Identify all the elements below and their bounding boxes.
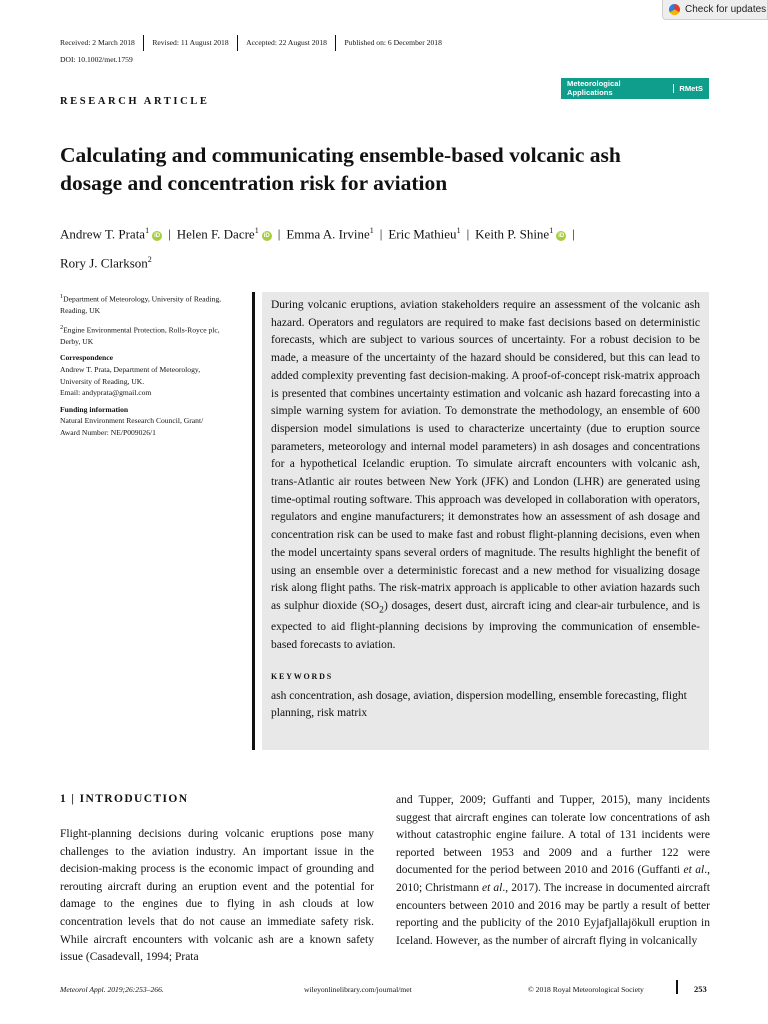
orcid-icon[interactable]: iD bbox=[154, 233, 161, 240]
orcid-icon[interactable]: iD bbox=[558, 233, 565, 240]
intro-column-left: Flight-planning decisions during volcanic eruptions pose many challenges to the aviation industry. An important issue in the decision-making process is the economic impact of grounding and rerouting aircraft during an eruption event and the potential for damage to the engines due to flying in ash clouds at low concentration levels that do not cause an immediate safety risk. While aircraft encounters with volcanic ash are a known safety issue (Casadevall, 1994; Prata bbox=[60, 828, 374, 964]
article-history bbox=[60, 37, 450, 51]
author-name[interactable]: Andrew T. Prata bbox=[60, 226, 146, 242]
correspondence-block: Andrew T. Prata, Department of Meteorology, University of Reading, UK. Email: andyprata@gmail.com bbox=[60, 364, 238, 399]
published-date: Published on: 6 December 2018 bbox=[344, 38, 442, 47]
author-name[interactable]: Emma A. Irvine bbox=[286, 226, 370, 242]
author-name[interactable]: Keith P. Shine bbox=[475, 226, 550, 242]
funding-heading: Funding information bbox=[60, 404, 129, 414]
footer-url[interactable]: wileyonlinelibrary.com/journal/met bbox=[304, 985, 412, 994]
footer-divider bbox=[676, 980, 678, 994]
correspondence-heading: Correspondence bbox=[60, 353, 114, 363]
affiliations-panel: $^1$Department of Meteorology, University of Reading, Reading, UK $^2$Engine Environmental Protection, Rolls-Royce plc, Derby, UK Correspondence Andrew T. Prata, Department of Meteorology, University of Reading, UK. Email: andyprata@gmail.com Funding information Natural Environment Research Council, Grant/ Award Number: NE/P009026/1 bbox=[60, 291, 238, 439]
abstract-box bbox=[262, 292, 709, 750]
footer-copyright: © 2018 Royal Meteorological Society bbox=[528, 985, 644, 994]
correspondence-email[interactable]: Email: andyprata@gmail.com bbox=[60, 388, 152, 398]
page-number: 253 bbox=[694, 984, 707, 994]
author-name[interactable]: Rory J. Clarkson bbox=[60, 255, 148, 271]
keywords-heading: KEYWORDS bbox=[271, 672, 333, 682]
intro-column-right: and Tupper, 2009; Guffanti and Tupper, 2015), many incidents suggest that aircraft engines can tolerate low concentrations of ash without catastrophic engine failure. A total of 131 incidents were reported between 1953 and 2009 and a further 122 were documented for the period between 2010 and 2016 (Guffanti et al., 2010; Christmann et al., 2017). The increase in documented aircraft encounters between 2010 and 2016 may be partly a result of better reporting and the publicity of the 2010 Eyjafjallajökull eruption in Iceland. However, as the number of aircraft flying in volcanically bbox=[396, 794, 710, 947]
affiliation-1: $^1$Department of Meteorology, University of Reading, Reading, UK bbox=[60, 293, 222, 316]
article-type: RESEARCH ARTICLE bbox=[60, 96, 210, 107]
orcid-icon[interactable]: iD bbox=[263, 233, 270, 240]
doi[interactable]: DOI: 10.1002/met.1759 bbox=[60, 55, 133, 64]
author-name[interactable]: Eric Mathieu bbox=[388, 226, 457, 242]
journal-name: Meteorological Applications bbox=[567, 79, 621, 97]
received-date: Received: 2 March 2018 bbox=[60, 38, 135, 47]
author-list: Andrew T. Prata$^1$iD | Helen F. Dacre$^1$iD | Emma A. Irvine$^1$ | Eric Mathieu$^1$ | Keith P. Shine$^1$iD | Rory J. Clarkson$^2$ bbox=[60, 226, 575, 271]
journal-badge bbox=[561, 78, 709, 99]
affiliation-2: $^2$Engine Environmental Protection, Rolls-Royce plc, Derby, UK bbox=[60, 323, 220, 346]
revised-date: Revised: 11 August 2018 bbox=[152, 38, 229, 47]
article-title: Calculating and communicating ensemble-based volcanic ash dosage and concentration risk for aviation bbox=[60, 143, 621, 195]
accepted-date: Accepted: 22 August 2018 bbox=[246, 38, 327, 47]
footer-citation: Meteorol Appl. 2019;26:253–266. bbox=[60, 985, 164, 994]
abstract-divider bbox=[252, 292, 255, 750]
rmets-logo: RMetS bbox=[673, 84, 703, 93]
crossmark-icon bbox=[669, 4, 680, 15]
section-heading-introduction: 1 | INTRODUCTION bbox=[60, 793, 189, 805]
abstract-text: During volcanic eruptions, aviation stakeholders require an assessment of the volcanic ash hazard. Operators and regulators are required to make fast decisions based on deterministic forecasts, which are subject to various sources of uncertainty. For a robust decision to be made, a measure of the uncertainty of the hazard should be considered, but this can lead to added complexity preventing fast decision-making. A proof-of-concept risk-matrix approach is presented that combines uncertainty estimation and volcanic ash hazard forecasting into a simple warning system for aviation. To demonstrate the methodology, an ensemble of 600 dispersion model simulations is used to characterize uncertainty (due to eruption source parameters, meteorology and internal model parameters) in ash dosages and concentrations for a hypothetical Icelandic eruption. To simulate aircraft encounters with volcanic ash, trans-Atlantic air routes between New York (JFK) and London (LHR) are generated using time-optimal routing software. This approach was developed in collaboration with operators, regulators and engine manufacturers; it demonstrates how an assessment of ash dosage and concentration risk can be used to make fast and robust flight-planning decisions, even when the model uncertainty spans several orders of magnitude. The results highlight the benefit of using an ensemble over a deterministic forecast and a new method for visualizing dosage risk along flight paths. The risk-matrix approach is applicable to other aviation hazards such as sulphur dioxide $(SO_2)$ dosages, desert dust, aircraft icing and clear-air turbulence, and is expected to aid flight-planning decisions by improving the communication of ensemble-based forecasts to aviation. bbox=[271, 299, 700, 651]
check-for-updates-button[interactable] bbox=[662, 0, 768, 20]
check-for-updates-label: Check for updates bbox=[685, 4, 767, 15]
keywords-list: ash concentration, ash dosage, aviation, dispersion modelling, ensemble forecasting, flight planning, risk matrix bbox=[271, 690, 687, 720]
author-name[interactable]: Helen F. Dacre bbox=[176, 226, 255, 242]
